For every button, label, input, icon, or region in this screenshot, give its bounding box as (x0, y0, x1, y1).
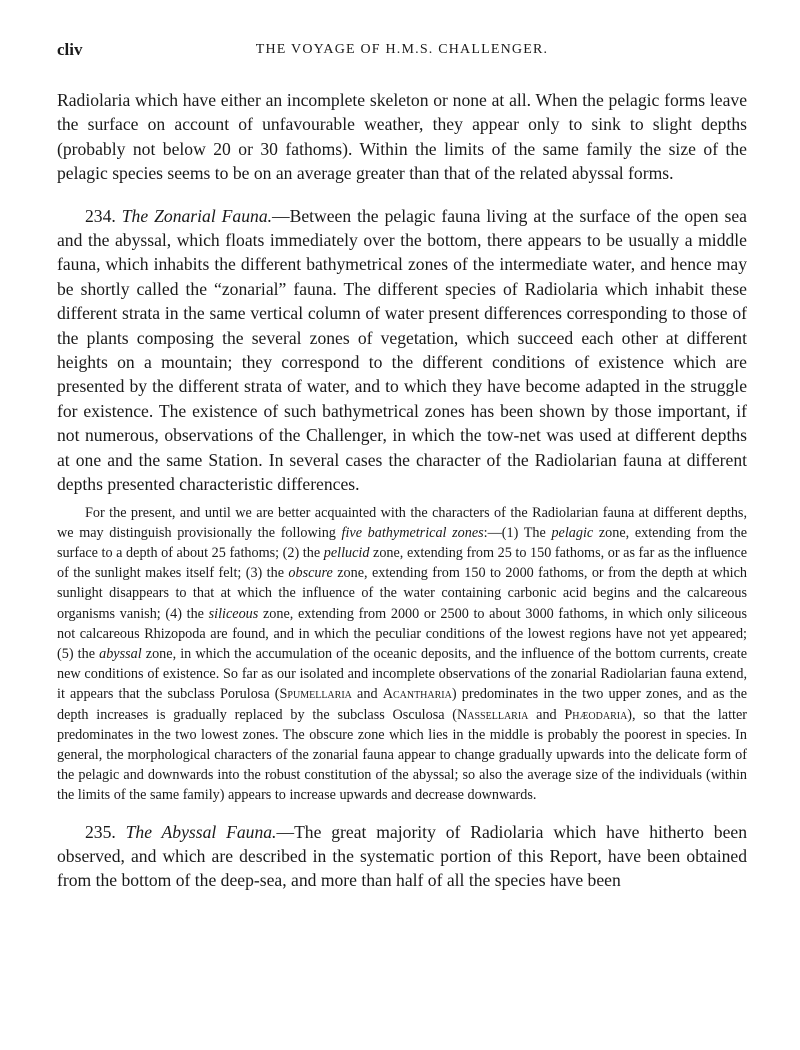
zones-text-10: and (528, 706, 565, 723)
section-235-paragraph (57, 820, 747, 893)
taxon-spumellaria: Spumellaria (279, 686, 352, 703)
zones-italic-4: obscure (288, 565, 333, 582)
section-235-number: 235. (85, 821, 116, 842)
section-234-number: 234. (85, 205, 116, 226)
continued-paragraph: Radiolaria which have either an incomplete skeleton or none at all. When the pelagic forms leave the surface on account of unfavourable weather, they appear only to sink to slight depths (probably not below 20 or 30 fathoms). Within the limits of the same family the size of the pelagic species seems to be on an average greater than that of the related abyssal forms. (57, 90, 747, 184)
zones-italic-1: five bathymetrical zones (341, 524, 484, 541)
zones-italic-5: siliceous (208, 605, 259, 622)
section-235-text: —The great majority of Radiolaria which have hitherto been observed, and which are described in the systematic portion of this Report, have been obtained from the bottom of the deep-sea, and more than half of all the species have been (57, 821, 747, 891)
zones-text-3: zone, extending from the surface to a depth of about 25 fathoms; (2) the (57, 524, 747, 561)
zones-text-1: For the present, and until we are better acquainted with the characters of the Radiolarian fauna at different depths, we may distinguish provisionally the following (57, 504, 747, 541)
zones-italic-2: pelagic (551, 524, 594, 541)
page (57, 40, 747, 893)
page-number: cliv (57, 40, 83, 59)
zones-text-4: zone, extending from 25 to 150 fathoms, or as far as the influence of the sunlight makes itself felt; (3) the (57, 544, 747, 582)
zones-text-8: and (351, 686, 383, 703)
taxon-nassellaria: Nassellaria (457, 706, 529, 723)
running-title: THE VOYAGE OF H.M.S. CHALLENGER. (255, 42, 549, 57)
section-235-heading: The Abyssal Fauna. (125, 821, 277, 842)
zones-text-2: :—(1) The (483, 524, 552, 541)
bathymetrical-zones-paragraph (57, 503, 747, 806)
zones-text-6: zone, extending from 2000 or 2500 to about 3000 fathoms, in which only siliceous not calcareous Rhizopoda are found, and in which the peculiar conditions of the lowest regions have not yet appeared; (5) the (57, 605, 747, 662)
section-234-paragraph (57, 204, 747, 497)
section-234-heading: The Zonarial Fauna. (121, 205, 273, 226)
taxon-phaeodaria: Phæodaria (564, 706, 628, 723)
zones-italic-6: abyssal (99, 645, 142, 662)
taxon-acantharia: Acantharia (382, 686, 452, 703)
zones-text-7: zone, in which the accumulation of the oceanic deposits, and the influence of the bottom currents, create new conditions of existence. So far as our isolated and incomplete observations of the zonarial Radiolarian fauna extend, it appears that the subclass Porulosa ( (57, 645, 747, 703)
section-234-text: —Between the pelagic fauna living at the surface of the open sea and the abyssal, which floats immediately over the bottom, there appears to be usually a middle fauna, which inhabits the different bathymetrical zones of the intermediate water, and hence may be shortly called the “zonarial” fauna. The different species of Radiolaria which inhabit these different strata in the same vertical column of water present differences corresponding to those of the plants composing the several zones of vegetation, which succeed each other at different heights on a mountain; they correspond to the different conditions of existence which are presented by the different strata of water, and to which they have become adapted in the struggle for existence. The existence of such bathymetrical zones has been shown by those important, if not numerous, observations of the Challenger, in which the tow-net was used at different depths at one and the same Station. In several cases the character of the Radiolarian fauna at different depths presented characteristic differences. (57, 205, 747, 495)
zones-text-11: ), so that the latter predominates in the two lowest zones. The obscure zone which lies in the middle is probably the poorest in species. In general, the morphological characters of the zonarial fauna appear to change gradually upwards into the delicate form of the pelagic and downwards into the robust constitution of the abyssal; so also the average size of the individuals (within the limits of the same family) appears to increase upwards and decrease downwards. (57, 706, 747, 804)
zones-italic-3: pellucid (323, 544, 370, 561)
page-header (57, 40, 747, 66)
zones-text-9: ) predominates in the two upper zones, and as the depth increases is gradually replaced by the subclass Osculosa ( (57, 686, 748, 723)
zones-text-5: zone, extending from 150 to 2000 fathoms, or from the depth at which sunlight disappears to that at which the influence of the water containing carbonic acid begins and the calcareous organisms vanish; (4) the (57, 565, 747, 622)
